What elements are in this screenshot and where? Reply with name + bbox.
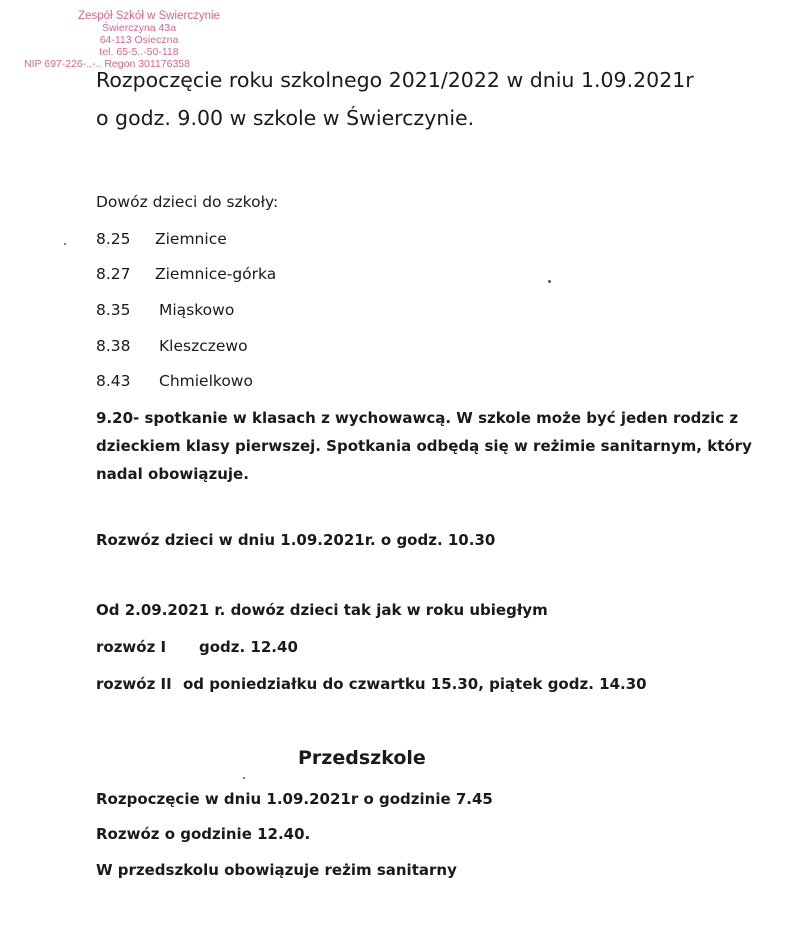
from-date-intro: Od 2.09.2021 r. dowóz dzieci tak jak w roku ubiegłym [96,601,548,619]
meeting-line: nadal obowiązuje. [96,465,249,483]
stop-place: Kleszczewo [159,337,248,355]
return-note: Rozwóz dzieci w dniu 1.09.2021r. o godz. 10.30 [96,531,496,549]
stop-time: 8.35 [96,301,131,319]
meeting-line: dzieckiem klasy pierwszej. Spotkania odbędą się w reżimie sanitarnym, który [96,437,752,455]
stop-place: Miąskowo [159,301,235,319]
stop-place: Ziemnice-górka [155,265,277,283]
stop-place: Chmielkowo [159,372,253,390]
meeting-paragraph [96,404,756,488]
school-stamp [24,10,244,70]
preschool-heading: Przedszkole [298,747,426,769]
stop-time: 8.43 [96,372,131,390]
route-label: rozwóz II [96,675,172,693]
stop-time: 8.27 [96,265,131,283]
stamp-line: Świerczyna 43a [101,22,177,34]
preschool-start: Rozpoczęcie w dniu 1.09.2021r o godzinie 7.45 [96,790,493,808]
stop-time: 8.38 [96,337,131,355]
transport-heading: Dowóz dzieci do szkoły: [96,193,279,211]
route-label: rozwóz I [96,638,167,656]
page-title-line-2: o godz. 9.00 w szkole w Świerczynie. [96,106,475,130]
stamp-line: tel. 65-5..-50-118 [99,46,179,58]
stamp-line: NIP 697-226-..-.. Regon 301176358 [24,58,190,70]
stop-place: Ziemnice [155,230,227,248]
scan-speck [64,243,66,245]
route-time: od poniedziałku do czwartku 15.30, piątek godz. 14.30 [183,675,647,693]
preschool-sanitary: W przedszkolu obowiązuje reżim sanitarny [96,861,457,879]
meeting-line: 9.20- spotkanie w klasach z wychowawcą. W szkole może być jeden rodzic z [96,409,739,427]
route-time: godz. 12.40 [199,638,298,656]
stamp-line: Zespół Szkół w Świerczynie [78,10,220,22]
stop-time: 8.25 [96,230,131,248]
scan-speck [548,280,551,283]
preschool-return: Rozwóz o godzinie 12.40. [96,825,311,843]
stamp-line: 64-113 Osieczna [99,34,179,46]
scan-speck [243,777,245,779]
page-title-line-1: Rozpoczęcie roku szkolnego 2021/2022 w dniu 1.09.2021r [96,68,694,92]
